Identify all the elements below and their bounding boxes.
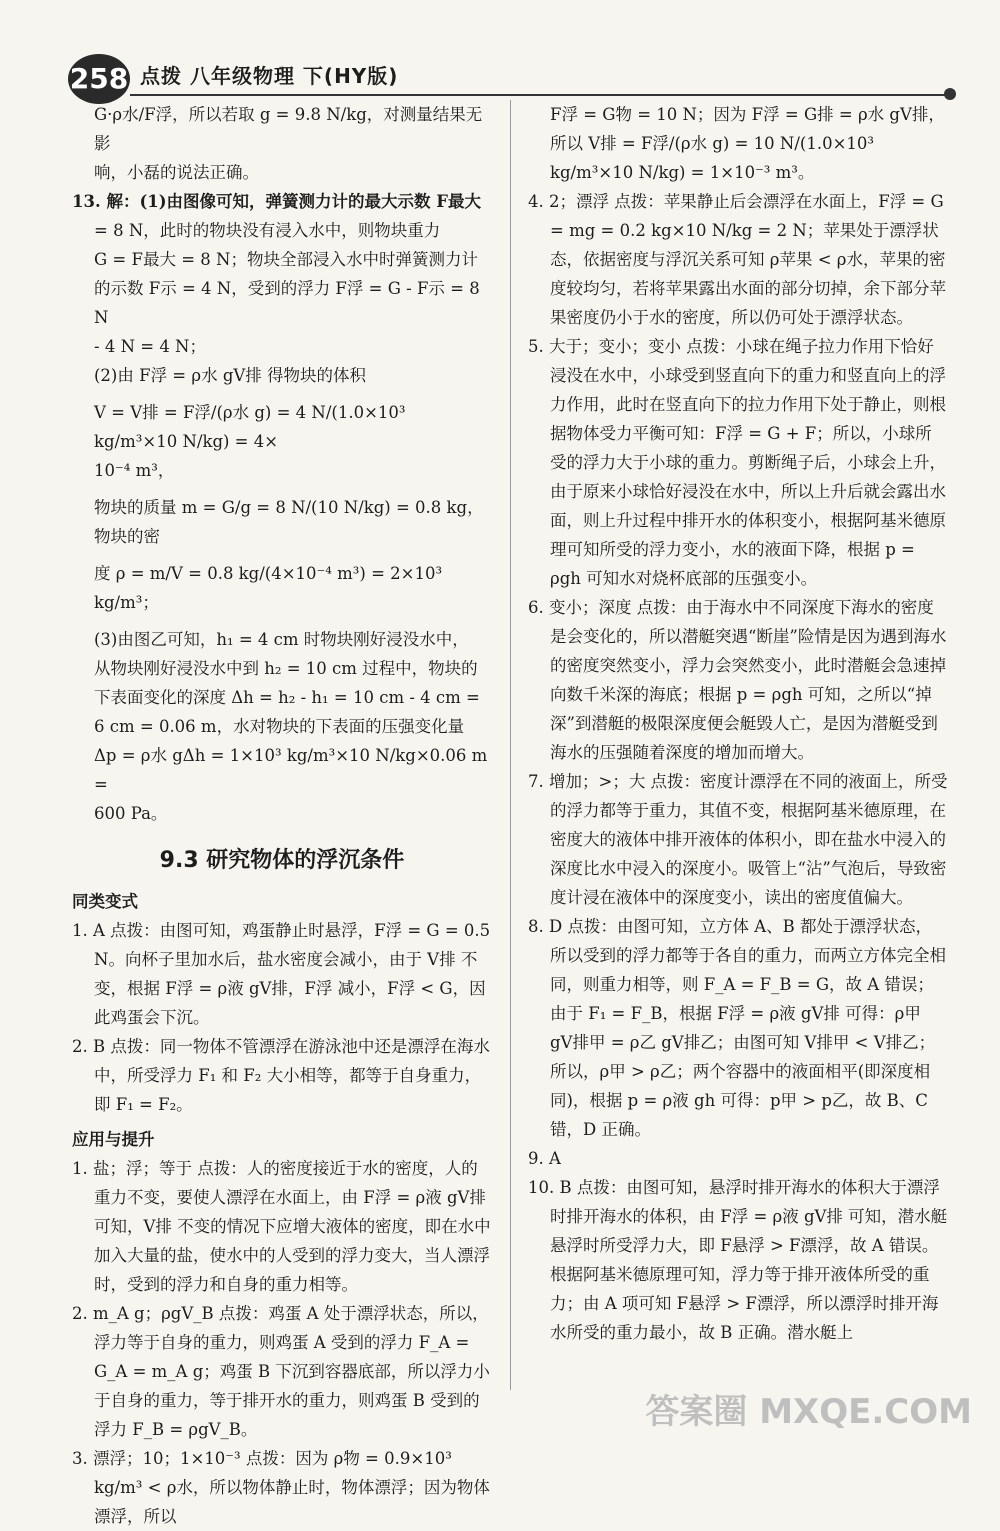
answer-item: 1. 盐；浮；等于 点拨：人的密度接近于水的密度，人的重力不变，要使人漂浮在水面上，由 F浮 = ρ液 gV排 可知，V排 不变的情况下应增大液体的密度，即在水中加入大量的盐，使水中的人受到的浮力变大，当人漂浮时，受到的浮力和自身的重力相等。 [72, 1159, 491, 1294]
answer-13-line: 6 cm = 0.06 m，水对物块的下表面的压强变化量 [94, 717, 465, 736]
answer-item: 2. m_A g；ρgV_B 点拨：鸡蛋 A 处于漂浮状态，所以，浮力等于自身的重力，则鸡蛋 A 受到的浮力 F_A = G_A = m_A g；鸡蛋 B 下沉到容器底部，所以浮力小于自身的重力，等于排开水的重力，则鸡蛋 B 受到的浮力 F_B = ρgV_B。 [72, 1304, 490, 1439]
answer-item: 1. A 点拨：由图可知，鸡蛋静止时悬浮，F浮 = G = 0.5 N。向杯子里加水后，盐水密度会减小，由于 V排 不变，根据 F浮 = ρ液 gV排，F浮 减小，F浮 < G，因此鸡蛋会下沉。 [72, 921, 491, 1027]
subheading: 应用与提升 [72, 1130, 155, 1149]
answer-item: 8. D 点拨：由图可知，立方体 A、B 都处于漂浮状态，所以受到的浮力都等于各自的重力，而两立方体完全相同，则重力相等，则 F_A = F_B = G，故 A 错误；由于 F₁ = F_B，根据 F浮 = ρ液 gV排 可得：ρ甲 gV排甲 = ρ乙 gV排乙；由图可知 V排甲 < V排乙；所以，ρ甲 > ρ乙；两个容器中的液面相平(即深度相同)，根据 p = ρ液 gh 可得：p甲 > p乙，故 B、C 错，D 正确。 [528, 917, 946, 1139]
answer-item: 5. 大于；变小；变小 点拨：小球在绳子拉力作用下恰好浸没在水中，小球受到竖直向下的重力和竖直向上的浮力作用，此时在竖直向下的拉力作用下处于静止，则根据物体受力平衡可知：F浮 = G + F；所以，小球所受的浮力大于小球的重力。剪断绳子后，小球会上升，由于原来小球恰好浸没在水中，所以上升后就会露出水面，则上升过程中排开水的体积变小，根据阿基米德原理可知所受的浮力变小，水的液面下降，根据 p = ρgh 可知水对烧杯底部的压强变小。 [528, 337, 946, 588]
header-rule [130, 94, 950, 96]
answer-13-line: V = V排 = F浮/(ρ水 g) = 4 N/(1.0×10³ kg/m³×10 N/kg) = 4× [94, 403, 406, 451]
section-title: 9.3 研究物体的浮沉条件 [159, 848, 405, 873]
answer-13-line: 物块的质量 m = G/g = 8 N/(10 N/kg) = 0.8 kg，物块的密 [94, 498, 484, 546]
answer-13-line: 的示数 F示 = 4 N，受到的浮力 F浮 = G - F示 = 8 N [94, 279, 480, 327]
header-dot [944, 88, 956, 100]
text-line: G·ρ水/F浮，所以若取 g = 9.8 N/kg，对测量结果无影 [94, 105, 483, 153]
column-divider [510, 100, 511, 1390]
answer-item: 6. 变小；深度 点拨：由于海水中不同深度下海水的密度是会变化的，所以潜艇突遇“断崖”险情是因为遇到海水的密度突然变小，浮力会突然变小，此时潜艇会急速掉向数千米深的海底；根据 p = ρgh 可知，之所以“掉深”到潜艇的极限深度便会艇毁人亡，是因为潜艇受到海水的压强随着深度的增加而增大。 [528, 598, 947, 762]
watermark-logo: 答案圈 MXQE.COM [645, 1392, 972, 1432]
text-line: 响，小磊的说法正确。 [94, 163, 259, 182]
answer-13-line: Δp = ρ水 gΔh = 1×10³ kg/m³×10 N/kg×0.06 m = [94, 746, 488, 794]
answer-13-line: 度 ρ = m/V = 0.8 kg/(4×10⁻⁴ m³) = 2×10³ kg/m³； [94, 564, 443, 612]
answer-13-line: 10⁻⁴ m³， [94, 461, 175, 480]
answer-13-line: G = F最大 = 8 N；物块全部浸入水中时弹簧测力计 [94, 250, 478, 269]
answer-13-line: 从物块刚好浸没水中到 h₂ = 10 cm 过程中，物块的 [94, 659, 478, 678]
answer-13-line: 13. 解：(1)由图像可知，弹簧测力计的最大示数 F最大 [72, 192, 482, 211]
answer-13-line: (2)由 F浮 = ρ水 gV排 得物块的体积 [94, 366, 367, 385]
answer-item: 2. B 点拨：同一物体不管漂浮在游泳池中还是漂浮在海水中，所受浮力 F₁ 和 F₂ 大小相等，都等于自身重力，即 F₁ = F₂。 [72, 1037, 490, 1114]
page-number: 258 [68, 54, 130, 104]
answer-item: F浮 = G物 = 10 N；因为 F浮 = G排 = ρ水 gV排，所以 V排 = F浮/(ρ水 g) = 10 N/(1.0×10³ kg/m³×10 N/kg) = 1×10⁻³ m³。 [550, 105, 945, 182]
right-column [528, 100, 948, 1347]
answer-13-line: = 8 N，此时的物块没有浸入水中，则物块重力 [94, 221, 441, 240]
answer-13-line: - 4 N = 4 N； [94, 337, 206, 356]
answer-item: 7. 增加；>；大 点拨：密度计漂浮在不同的液面上，所受的浮力都等于重力，其值不变，根据阿基米德原理，在密度大的液体中排开液体的体积小，即在盐水中浸入的深度比水中浸入的深度小。吸管上“沾”气泡后，导致密度计浸在液体中的深度变小，读出的密度值偏大。 [528, 772, 948, 907]
answer-item: 10. B 点拨：由图可知，悬浮时排开海水的体积大于漂浮时排开海水的体积，由 F浮 = ρ液 gV排 可知，潜水艇悬浮时所受浮力大，即 F悬浮 > F漂浮，故 A 错误。根据阿基米德原理可知，浮力等于排开液体所受的重力；由 A 项可知 F悬浮 > F漂浮，所以漂浮时排开海水所受的重力最小，故 B 正确。潜水艇上 [528, 1178, 948, 1342]
answer-13-line: 600 Pa。 [94, 804, 168, 823]
answer-13-line: (3)由图乙可知，h₁ = 4 cm 时物块刚好浸没水中， [94, 630, 469, 649]
answer-item: 3. 漂浮；10；1×10⁻³ 点拨：因为 ρ物 = 0.9×10³ kg/m³ < ρ水，所以物体静止时，物体漂浮；因为物体漂浮，所以 [72, 1449, 490, 1526]
subheading: 同类变式 [72, 892, 138, 911]
answer-item: 9. A [528, 1149, 561, 1168]
answer-13-line: 下表面变化的深度 Δh = h₂ - h₁ = 10 cm - 4 cm = [94, 688, 480, 707]
book-title: 点拨 八年级物理 下(HY版) [140, 64, 399, 88]
answer-item: 4. 2；漂浮 点拨：苹果静止后会漂浮在水面上，F浮 = G = mg = 0.2 kg×10 N/kg = 2 N；苹果处于漂浮状态，依据密度与浮沉关系可知 ρ苹果 < ρ水，苹果的密度较均匀，若将苹果露出水面的部分切掉，余下部分苹果密度仍小于水的密度，所以仍可处于漂浮状态。 [528, 192, 946, 327]
left-column [72, 100, 492, 1531]
